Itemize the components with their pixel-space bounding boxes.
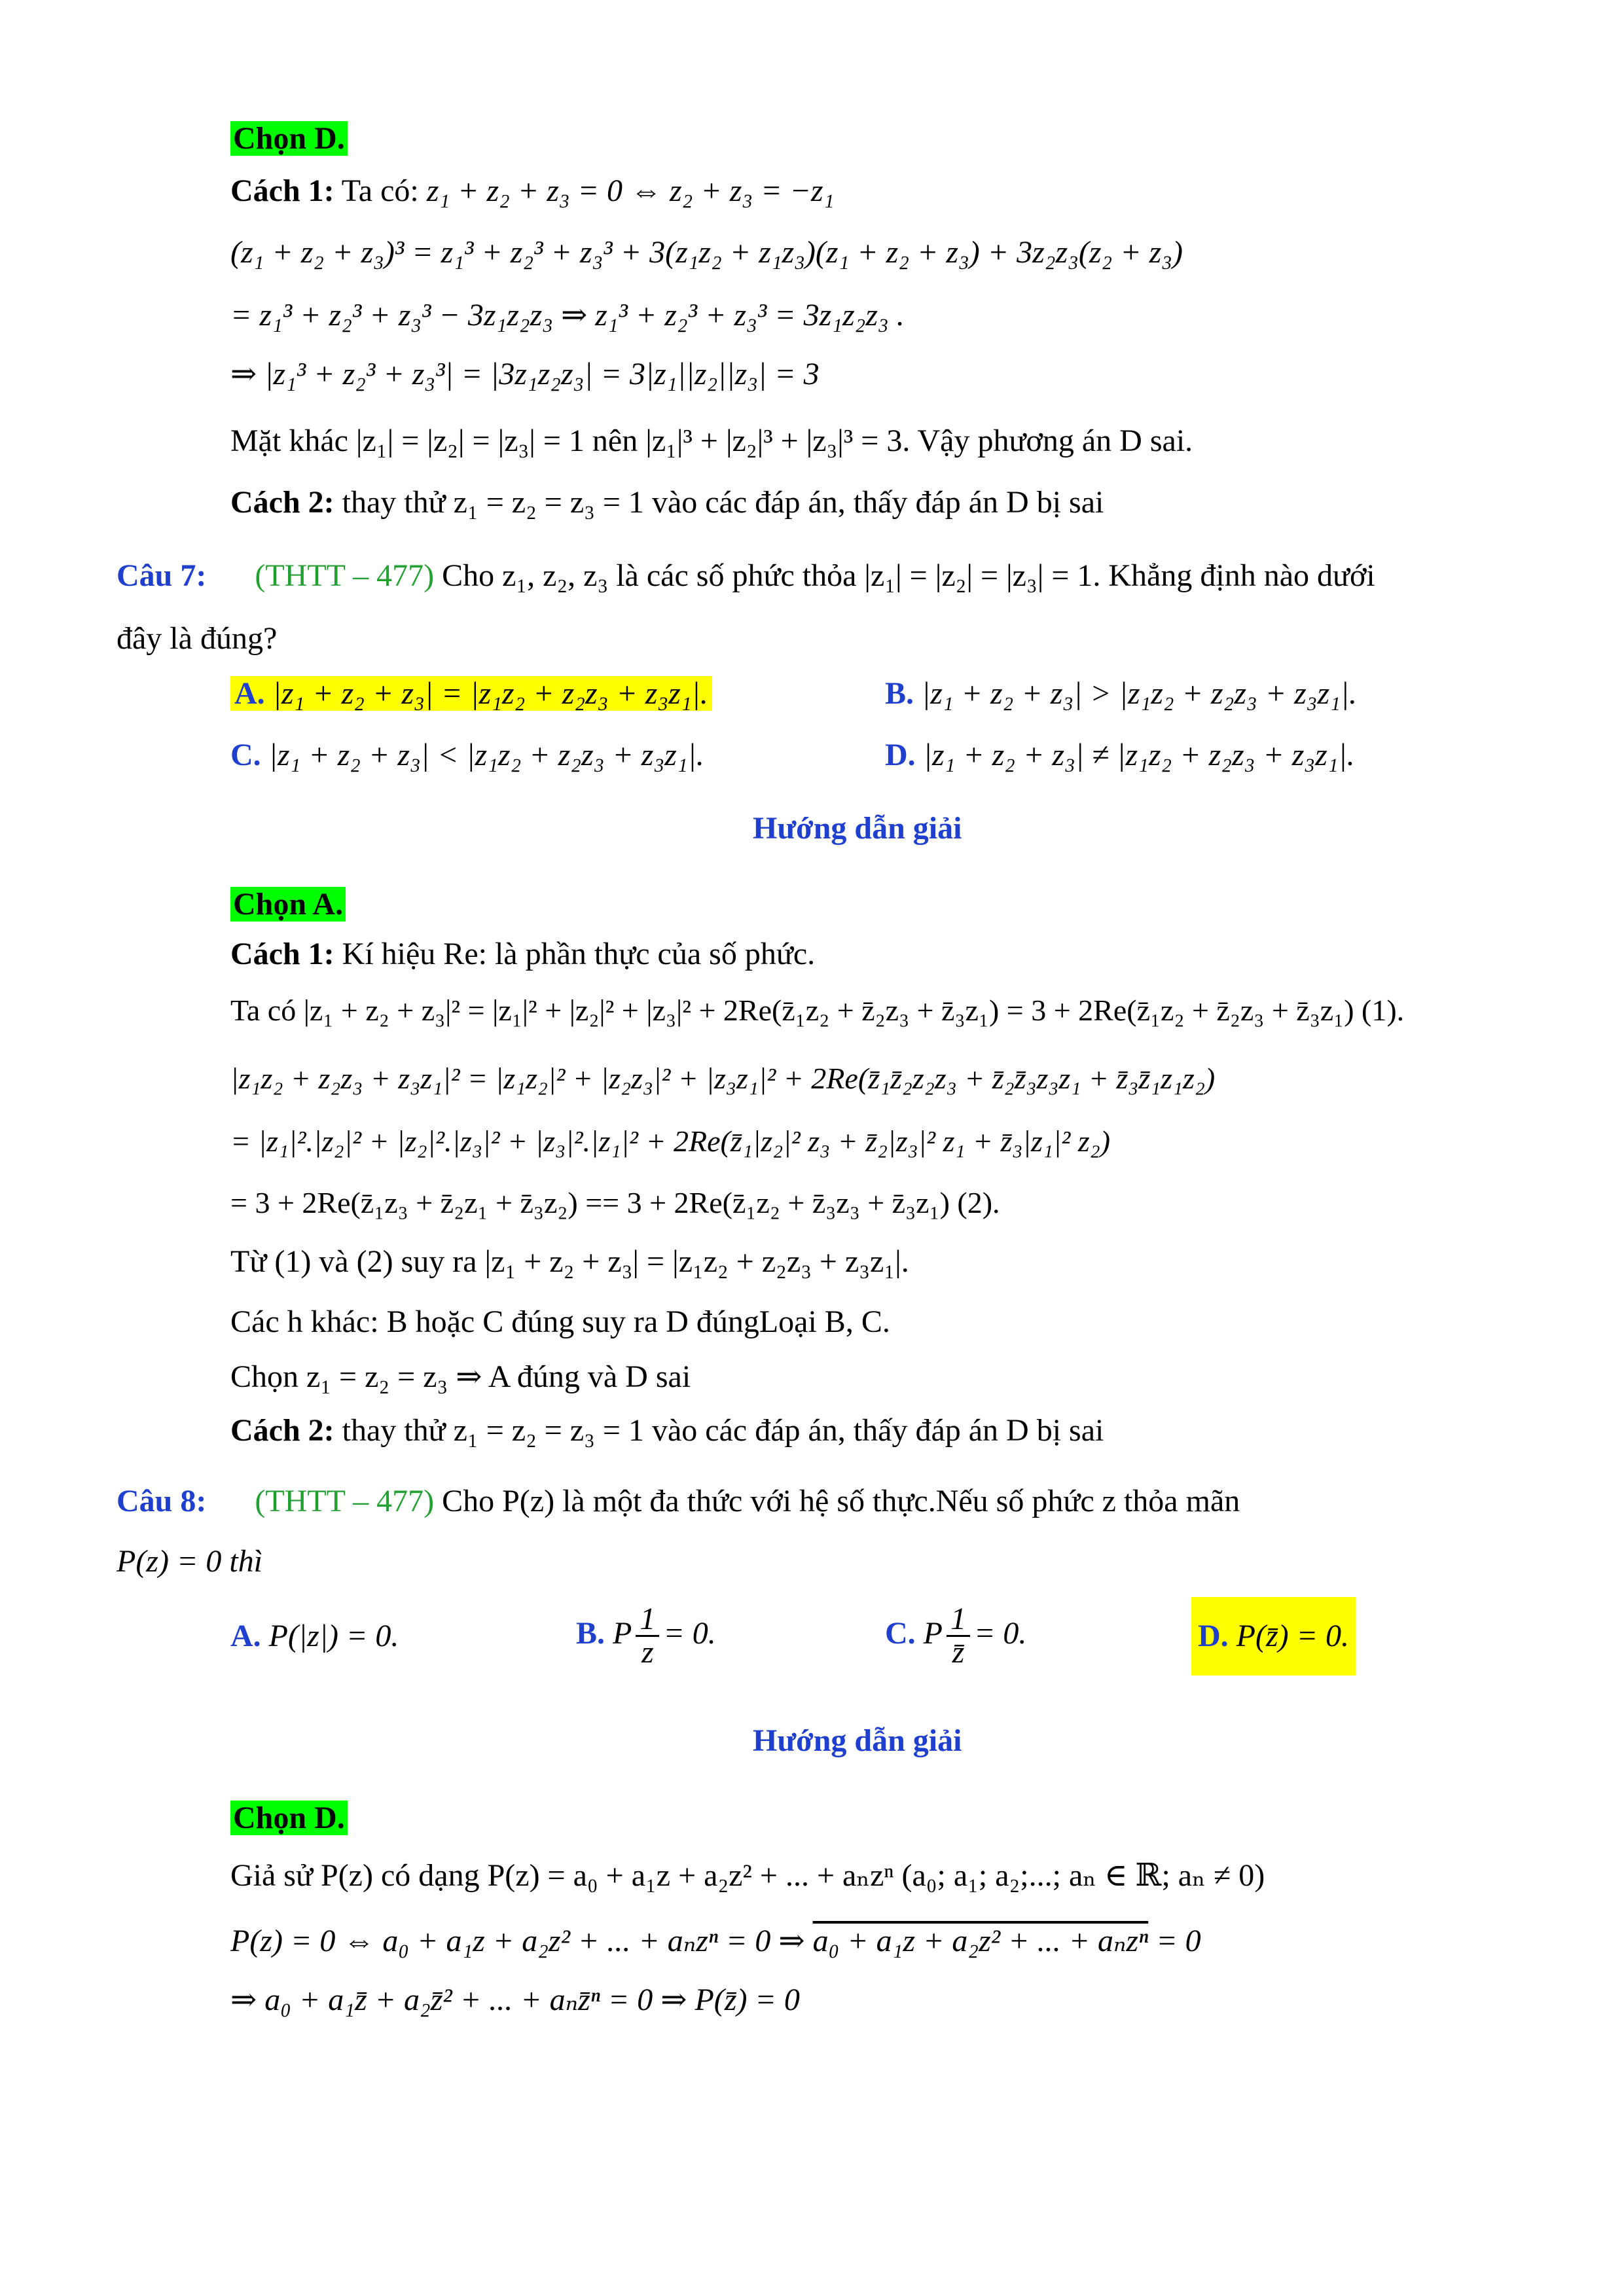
q8-text: Cho P(z) là một đa thức với hệ số thực.Nếu số phức z thỏa mãn [442,1484,1240,1518]
q8-text-line2: P(z) = 0 thì [117,1544,263,1579]
q7-label: Câu 7: [117,558,207,593]
q7-option-d[interactable]: D. |z₁ + z₂ + z₃| ≠ |z₁z₂ + z₂z₃ + z₃z₁|. [885,738,1355,772]
q7-text: Cho z₁, z₂, z₃ là các số phức thỏa |z₁| = |z₂| = |z₃| = 1. Khẳng định nào dưới [442,558,1375,593]
block1-choose: Chọn D. [230,119,348,158]
q8-l2: P(z) = 0 ⇔ a₀ + a₁z + a₂z² + ... + aₙzⁿ = 0 ⇒ a₀ + a₁z + a₂z² + ... + aₙzⁿ = 0 [230,1924,1201,1958]
q7-guide-heading: Hướng dẫn giải [753,811,962,846]
q7-header [117,556,1375,596]
q7-l5: Từ (1) và (2) suy ra |z₁ + z₂ + z₃| = |z₁z₂ + z₂z₃ + z₃z₁|. [230,1244,909,1279]
q8-l1: Giả sử P(z) có dạng P(z) = a₀ + a₁z + a₂z² + ... + aₙzⁿ (a₀; a₁; a₂;...; aₙ ∈ ℝ; aₙ ≠ 0) [230,1858,1265,1893]
q7-option-b[interactable]: B. |z₁ + z₂ + z₃| > |z₁z₂ + z₂z₃ + z₃z₁|. [885,676,1358,711]
q8-l3: ⇒ a₀ + a₁z̄ + a₂z̄² + ... + aₙz̄ⁿ = 0 ⇒ P(z̄) = 0 [230,1982,800,2017]
q7-l2: |z₁z₂ + z₂z₃ + z₃z₁|² = |z₁z₂|² + |z₂z₃|² + |z₃z₁|² + 2Re(z̄₁z̄₂z₂z₃ + z̄₂z̄₃z₃z₁ + z̄₃z̄₁z₁z₂) [230,1062,1216,1095]
q7-option-a[interactable]: A. |z₁ + z₂ + z₃| = |z₁z₂ + z₂z₃ + z₃z₁|. [230,674,712,713]
q7-l7: Chọn z₁ = z₂ = z₃ ⇒ A đúng và D sai [230,1359,691,1394]
q7-choose: Chọn A. [230,885,346,924]
q7-l1: Ta có |z₁ + z₂ + z₃|² = |z₁|² + |z₂|² + |z₃|² + 2Re(z̄₁z₂ + z̄₂z₃ + z̄₃z₁) = 3 + 2Re(z̄₁z₂ + z̄₂z₃ + z̄₃z₁) (1). [230,994,1405,1027]
q8-ref: (THTT – 477) [255,1484,435,1518]
q8-option-b-fraction: $\frac{1}{z}$ [636,1604,659,1668]
q7-ref: (THTT – 477) [255,558,435,593]
q7-cach2: Cách 2: thay thử z₁ = z₂ = z₃ = 1 vào các đáp án, thấy đáp án D bị sai [230,1413,1104,1448]
q7-l4: = 3 + 2Re(z̄₁z₃ + z̄₂z₁ + z̄₃z₂) == 3 + 2Re(z̄₁z₂ + z̄₃z₃ + z̄₃z₁) (2). [230,1186,1000,1219]
q7-cach1: Cách 1: Kí hiệu Re: là phần thực của số phức. [230,937,816,971]
q8-header [117,1482,1240,1521]
block1-eq1: z₁ + z₂ + z₃ = 0 ⇔ z₂ + z₃ = −z₁ [426,173,835,208]
q8-option-a[interactable]: A. P(|z|) = 0. [230,1619,399,1653]
q8-option-c[interactable]: C. P $\frac{1}{z̄}$ = 0. [885,1602,1027,1670]
q7-l6: Các h khác: B hoặc C đúng suy ra D đúngLoại B, C. [230,1304,890,1339]
block1-eq2: (z₁ + z₂ + z₃)³ = z₁³ + z₂³ + z₃³ + 3(z₁z₂ + z₁z₃)(z₁ + z₂ + z₃) + 3z₂z₃(z₂ + z₃) [230,235,1183,270]
block1-mat-khac: Mặt khác |z₁| = |z₂| = |z₃| = 1 nên |z₁|³ + |z₂|³ + |z₃|³ = 3. Vậy phương án D sai. [230,423,1193,458]
block1-eq4: ⇒ |z₁³ + z₂³ + z₃³| = |3z₁z₂z₃| = 3|z₁||z₂||z₃| = 3 [230,357,820,391]
q8-option-d[interactable]: D. P(z̄) = 0. [1191,1597,1356,1676]
q8-option-b[interactable]: B. P $\frac{1}{z}$ = 0. [576,1602,716,1670]
q7-text-line2: đây là đúng? [117,621,278,656]
q8-choose: Chọn D. [230,1799,348,1838]
q8-option-c-fraction: $\frac{1}{z̄}$ [947,1604,970,1668]
q8-label: Câu 8: [117,1484,207,1518]
block1-cach1-line: Cách 1: Ta có: z₁ + z₂ + z₃ = 0 ⇔ z₂ + z₃ = −z₁ [230,173,835,208]
block1-cach2: Cách 2: thay thử z₁ = z₂ = z₃ = 1 vào các đáp án, thấy đáp án D bị sai [230,485,1104,520]
block1-eq3: = z₁³ + z₂³ + z₃³ − 3z₁z₂z₃ ⇒ z₁³ + z₂³ + z₃³ = 3z₁z₂z₃ . [230,298,905,332]
q7-option-c[interactable]: C. |z₁ + z₂ + z₃| < |z₁z₂ + z₂z₃ + z₃z₁|. [230,738,704,772]
q7-l3: = |z₁|².|z₂|² + |z₂|².|z₃|² + |z₃|².|z₁|² + 2Re(z̄₁|z₂|² z₃ + z̄₂|z₃|² z₁ + z̄₃|z₁|² z₂) [230,1124,1111,1158]
q8-guide-heading: Hướng dẫn giải [753,1723,962,1758]
